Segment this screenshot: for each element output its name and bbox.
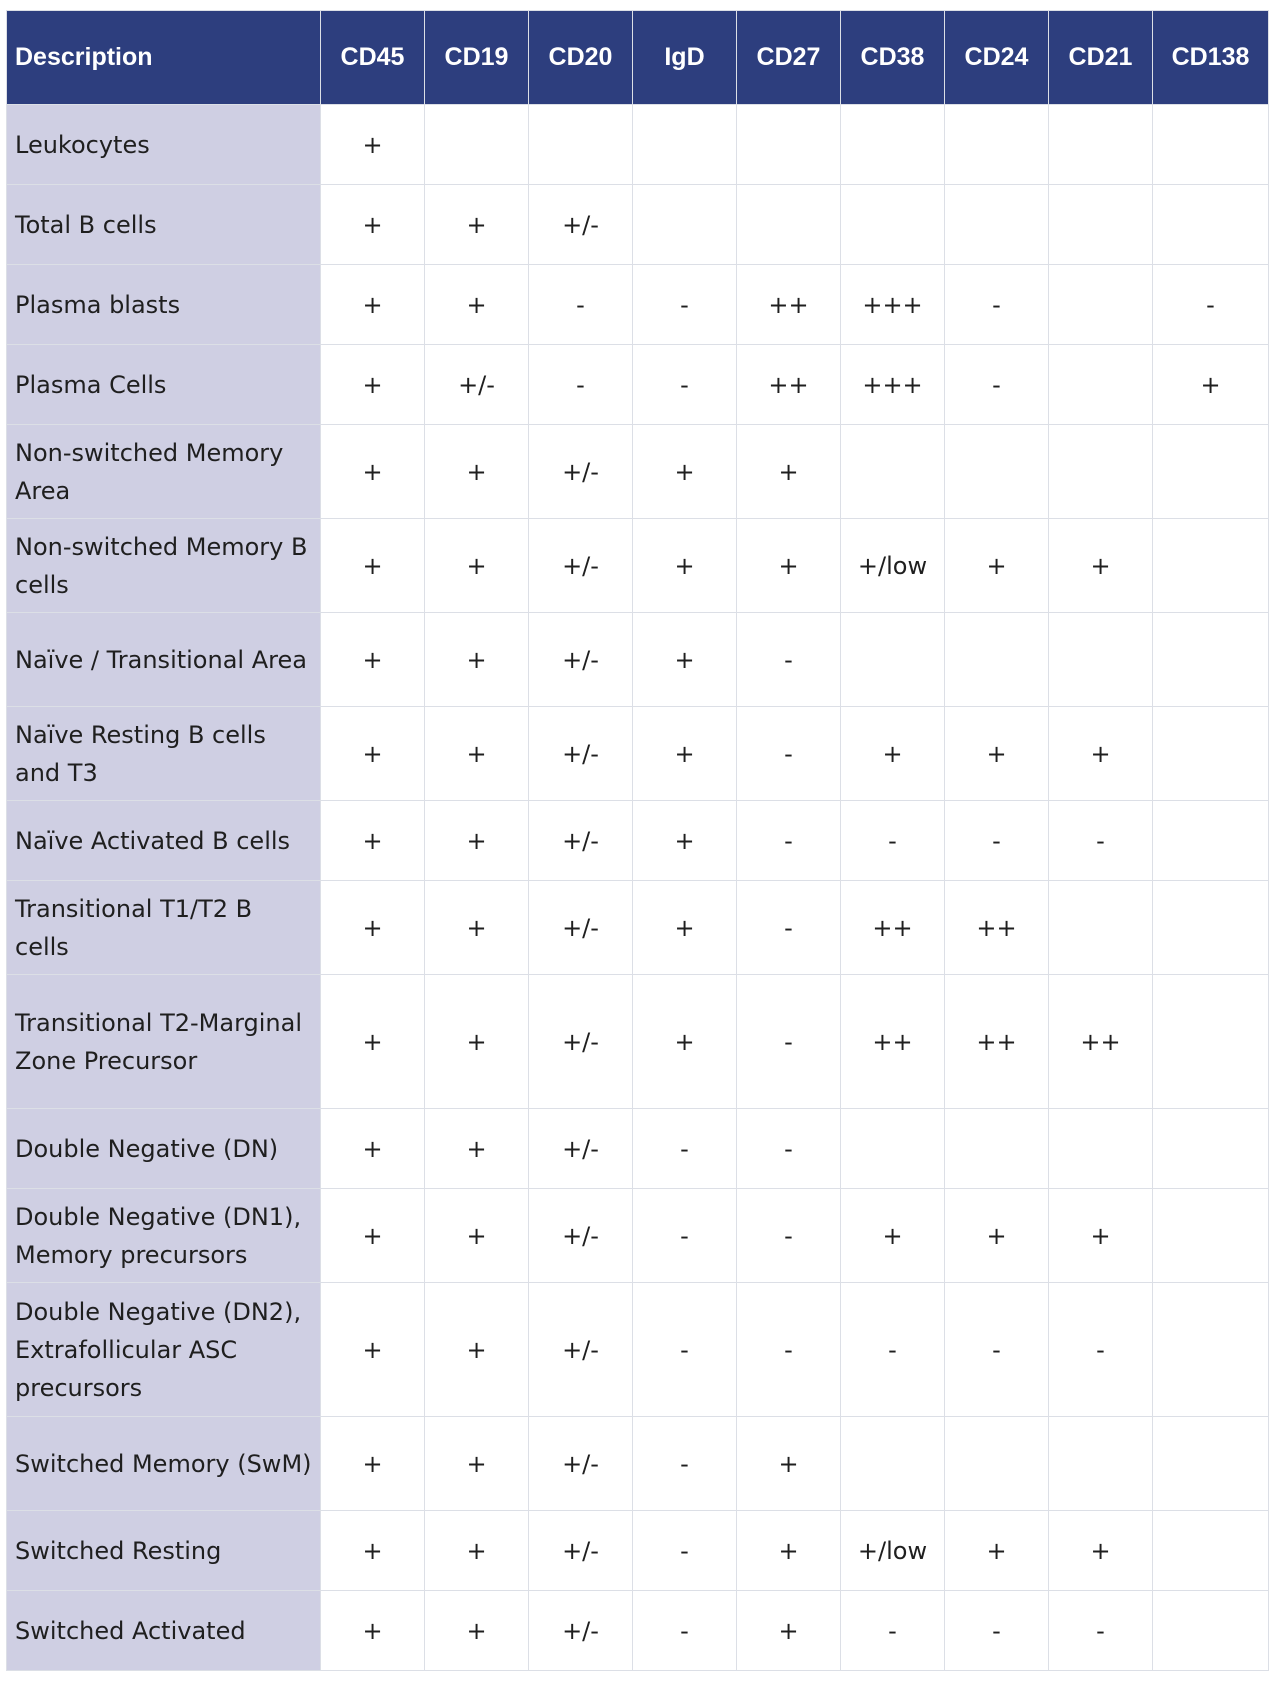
header-description: Description [7, 11, 321, 105]
marker-cell: + [425, 1417, 529, 1511]
row-description: Naïve Resting B cells and T3 [7, 707, 321, 801]
marker-cell: +/- [529, 613, 633, 707]
marker-cell [1153, 1109, 1269, 1189]
marker-cell: + [737, 1591, 841, 1671]
marker-cell [425, 105, 529, 185]
marker-cell [841, 613, 945, 707]
row-description: Double Negative (DN) [7, 1109, 321, 1189]
marker-cell [1153, 519, 1269, 613]
marker-cell [1153, 975, 1269, 1109]
marker-cell: - [841, 1283, 945, 1417]
marker-cell: + [945, 707, 1049, 801]
marker-cell: ++ [945, 975, 1049, 1109]
marker-cell: +/- [529, 1283, 633, 1417]
marker-cell [841, 185, 945, 265]
marker-cell [841, 425, 945, 519]
marker-cell: + [1049, 707, 1153, 801]
marker-cell: + [945, 519, 1049, 613]
marker-cell: +/low [841, 519, 945, 613]
marker-cell: + [321, 1417, 425, 1511]
table-row [7, 519, 1269, 613]
marker-cell [945, 105, 1049, 185]
marker-cell [1153, 801, 1269, 881]
marker-cell: - [945, 1591, 1049, 1671]
table-row [7, 1417, 1269, 1511]
marker-cell [945, 1417, 1049, 1511]
row-description: Naïve Activated B cells [7, 801, 321, 881]
marker-cell [1153, 1189, 1269, 1283]
marker-cell: +/- [425, 345, 529, 425]
marker-cell: + [425, 707, 529, 801]
row-description: Plasma blasts [7, 265, 321, 345]
marker-cell: +/- [529, 519, 633, 613]
marker-cell [1153, 1417, 1269, 1511]
marker-cell: + [737, 1417, 841, 1511]
row-description: Non-switched Memory B cells [7, 519, 321, 613]
marker-cell: + [737, 1511, 841, 1591]
table-row [7, 613, 1269, 707]
marker-cell: - [737, 1283, 841, 1417]
marker-cell: + [425, 613, 529, 707]
marker-cell: + [633, 801, 737, 881]
marker-cell: + [321, 105, 425, 185]
marker-cell [1049, 425, 1153, 519]
marker-cell: +/- [529, 1189, 633, 1283]
marker-cell: +/- [529, 707, 633, 801]
marker-cell: - [633, 1591, 737, 1671]
table-row [7, 425, 1269, 519]
marker-cell: - [1153, 265, 1269, 345]
marker-cell: + [321, 345, 425, 425]
marker-cell: ++ [841, 975, 945, 1109]
marker-cell [1049, 345, 1153, 425]
row-description: Naïve / Transitional Area [7, 613, 321, 707]
marker-cell: + [425, 425, 529, 519]
marker-cell: - [633, 1417, 737, 1511]
marker-cell: + [945, 1511, 1049, 1591]
marker-cell: +/- [529, 185, 633, 265]
marker-cell [1049, 185, 1153, 265]
marker-cell: - [1049, 1283, 1153, 1417]
marker-cell: - [841, 1591, 945, 1671]
marker-cell: + [321, 801, 425, 881]
table-row [7, 707, 1269, 801]
marker-cell [1153, 1511, 1269, 1591]
table-row [7, 1591, 1269, 1671]
marker-cell: + [425, 881, 529, 975]
row-description: Total B cells [7, 185, 321, 265]
row-description: Leukocytes [7, 105, 321, 185]
header-cd20: CD20 [529, 11, 633, 105]
marker-cell: - [945, 345, 1049, 425]
marker-cell: + [633, 707, 737, 801]
table-row [7, 1283, 1269, 1417]
marker-cell: + [321, 185, 425, 265]
table-row [7, 1511, 1269, 1591]
marker-cell: +/- [529, 1417, 633, 1511]
marker-cell: + [633, 975, 737, 1109]
marker-cell: + [425, 801, 529, 881]
marker-cell [1049, 613, 1153, 707]
marker-cell: + [321, 975, 425, 1109]
marker-cell: + [1153, 345, 1269, 425]
marker-cell: + [425, 1189, 529, 1283]
marker-cell: ++ [945, 881, 1049, 975]
marker-cell: + [321, 425, 425, 519]
marker-cell: + [633, 613, 737, 707]
marker-cell: +++ [841, 345, 945, 425]
table-row [7, 881, 1269, 975]
header-cd21: CD21 [1049, 11, 1153, 105]
row-description: Switched Resting [7, 1511, 321, 1591]
marker-cell: + [321, 707, 425, 801]
marker-cell [737, 185, 841, 265]
table-row [7, 1189, 1269, 1283]
row-description: Double Negative (DN1), Memory precursors [7, 1189, 321, 1283]
marker-cell: + [425, 975, 529, 1109]
row-description: Transitional T1/T2 B cells [7, 881, 321, 975]
marker-cell [1049, 265, 1153, 345]
marker-cell [1153, 105, 1269, 185]
marker-cell: + [1049, 519, 1153, 613]
marker-cell: + [321, 265, 425, 345]
marker-cell [1153, 1591, 1269, 1671]
marker-cell: +/- [529, 425, 633, 519]
marker-cell: + [321, 613, 425, 707]
marker-cell [1049, 105, 1153, 185]
marker-cell: - [945, 801, 1049, 881]
marker-cell: - [633, 265, 737, 345]
marker-cell: + [425, 1283, 529, 1417]
table-row [7, 801, 1269, 881]
marker-cell: +/- [529, 975, 633, 1109]
marker-cell [1153, 707, 1269, 801]
marker-cell [529, 105, 633, 185]
marker-cell: - [737, 613, 841, 707]
marker-cell: - [737, 801, 841, 881]
marker-cell: +/- [529, 801, 633, 881]
marker-cell: + [425, 1591, 529, 1671]
header-cd19: CD19 [425, 11, 529, 105]
table-row [7, 265, 1269, 345]
marker-cell: - [633, 1109, 737, 1189]
marker-cell: + [1049, 1511, 1153, 1591]
marker-cell: + [321, 881, 425, 975]
marker-cell: - [1049, 801, 1153, 881]
marker-cell [1153, 1283, 1269, 1417]
row-description: Double Negative (DN2), Extrafollicular ASC precursors [7, 1283, 321, 1417]
table-row [7, 105, 1269, 185]
header-igd: IgD [633, 11, 737, 105]
marker-cell [737, 105, 841, 185]
marker-cell [945, 1109, 1049, 1189]
marker-cell [1153, 613, 1269, 707]
marker-cell [1153, 185, 1269, 265]
marker-cell [1049, 1417, 1153, 1511]
marker-cell: - [945, 1283, 1049, 1417]
b-cell-marker-table [6, 10, 1269, 1671]
marker-cell: + [425, 1109, 529, 1189]
marker-cell [945, 185, 1049, 265]
marker-cell: + [633, 519, 737, 613]
marker-cell [945, 613, 1049, 707]
marker-cell: - [945, 265, 1049, 345]
marker-cell [1153, 425, 1269, 519]
marker-cell: - [633, 1283, 737, 1417]
row-description: Plasma Cells [7, 345, 321, 425]
table-row [7, 1109, 1269, 1189]
marker-cell: ++ [841, 881, 945, 975]
marker-cell: - [633, 345, 737, 425]
marker-cell: + [425, 519, 529, 613]
header-cd38: CD38 [841, 11, 945, 105]
marker-cell [1049, 1109, 1153, 1189]
marker-cell: - [737, 975, 841, 1109]
marker-cell [1153, 881, 1269, 975]
marker-cell: + [321, 1109, 425, 1189]
row-description: Transitional T2-Marginal Zone Precursor [7, 975, 321, 1109]
marker-cell: - [633, 1511, 737, 1591]
marker-cell: + [633, 425, 737, 519]
marker-cell: +/- [529, 1591, 633, 1671]
row-description: Switched Activated [7, 1591, 321, 1671]
marker-cell: - [529, 265, 633, 345]
marker-cell: + [321, 1511, 425, 1591]
marker-cell: + [425, 1511, 529, 1591]
marker-cell: + [633, 881, 737, 975]
marker-table-container [6, 10, 1269, 1671]
header-cd27: CD27 [737, 11, 841, 105]
marker-cell: - [633, 1189, 737, 1283]
table-body [7, 105, 1269, 1671]
marker-cell [1049, 881, 1153, 975]
marker-cell [633, 185, 737, 265]
marker-cell: - [737, 1109, 841, 1189]
marker-cell: + [321, 1283, 425, 1417]
marker-cell: - [841, 801, 945, 881]
marker-cell [841, 1109, 945, 1189]
header-row [7, 11, 1269, 105]
table-row [7, 345, 1269, 425]
marker-cell: + [425, 265, 529, 345]
marker-cell: + [425, 185, 529, 265]
row-description: Non-switched Memory Area [7, 425, 321, 519]
row-description: Switched Memory (SwM) [7, 1417, 321, 1511]
marker-cell: + [321, 1189, 425, 1283]
marker-cell: - [737, 1189, 841, 1283]
marker-cell [841, 1417, 945, 1511]
header-cd138: CD138 [1153, 11, 1269, 105]
marker-cell: + [321, 519, 425, 613]
marker-cell: - [737, 881, 841, 975]
marker-cell: +/- [529, 881, 633, 975]
marker-cell: + [737, 519, 841, 613]
marker-cell: - [1049, 1591, 1153, 1671]
marker-cell: - [737, 707, 841, 801]
header-cd24: CD24 [945, 11, 1049, 105]
marker-cell: ++ [737, 345, 841, 425]
table-row [7, 975, 1269, 1109]
marker-cell: + [945, 1189, 1049, 1283]
marker-cell: ++ [1049, 975, 1153, 1109]
header-cd45: CD45 [321, 11, 425, 105]
table-row [7, 185, 1269, 265]
marker-cell: + [321, 1591, 425, 1671]
marker-cell [841, 105, 945, 185]
marker-cell: + [841, 1189, 945, 1283]
marker-cell: +/- [529, 1511, 633, 1591]
marker-cell: +/low [841, 1511, 945, 1591]
marker-cell: ++ [737, 265, 841, 345]
marker-cell [633, 105, 737, 185]
marker-cell [945, 425, 1049, 519]
marker-cell: + [841, 707, 945, 801]
marker-cell: +++ [841, 265, 945, 345]
marker-cell: + [1049, 1189, 1153, 1283]
marker-cell: +/- [529, 1109, 633, 1189]
marker-cell: + [737, 425, 841, 519]
marker-cell: - [529, 345, 633, 425]
